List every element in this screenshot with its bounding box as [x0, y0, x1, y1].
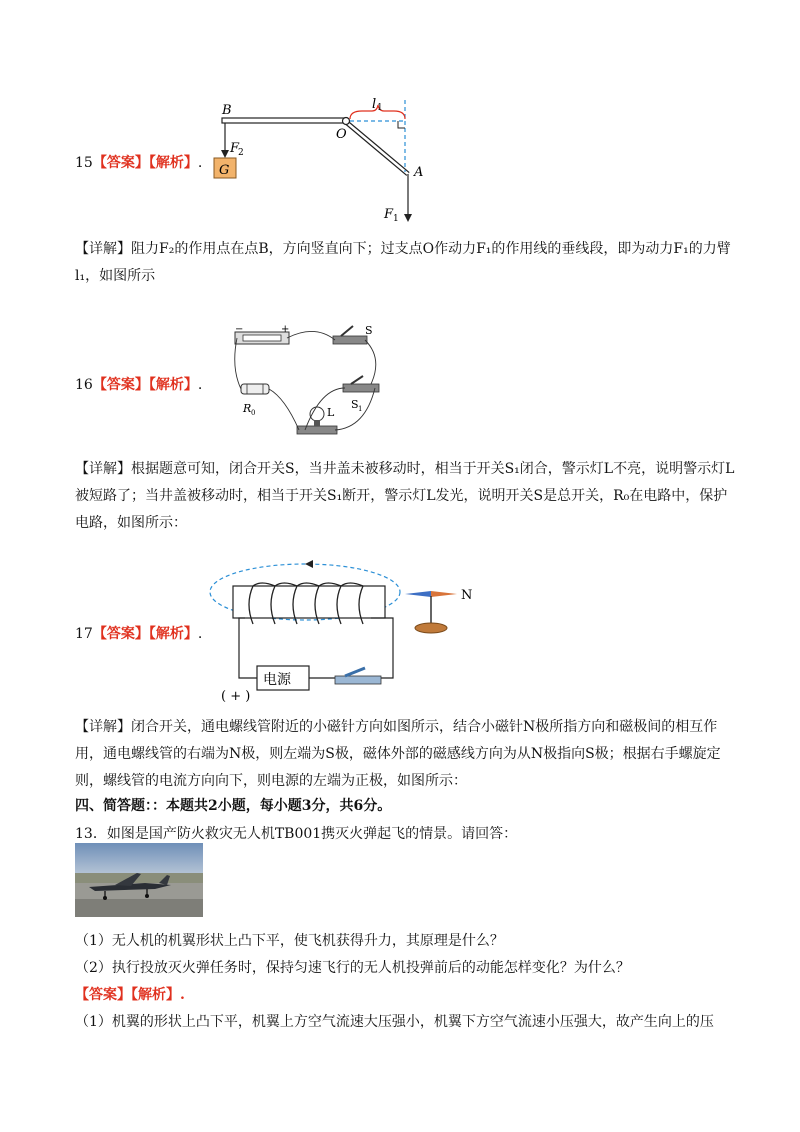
- q16-label-S1-sub: 1: [358, 405, 363, 413]
- q17-detail: 【详解】闭合开关，通电螺线管附近的小磁针方向如图所示，结合小磁针N极所指方向和磁极间的相互作用，通电螺线管的右端为N极，则左端为S极，磁体外部的磁感线方向为从N极指向S极；根据右手螺旋定则，螺线管的电流方向向下，则电源的左端为正极，如图所示：: [75, 719, 721, 789]
- q15-label-F1: F: [384, 207, 394, 222]
- q16-label-R0-sub: 0: [251, 409, 256, 417]
- q16-period: .: [197, 377, 203, 393]
- q17-number: 17: [75, 626, 93, 642]
- q13-sub1: （1）无人机的机翼形状上凸下平，使飞机获得升力，其原理是什么？: [75, 933, 504, 949]
- q15-header: [75, 150, 202, 176]
- section4-heading: 四、简答题：：本题共2小题，每小题3分，共6分。: [75, 798, 392, 814]
- q13-sub2: （2）执行投放灭火弹任务时，保持匀速飞行的无人机投弹前后的动能怎样变化？为什么？: [75, 960, 630, 976]
- q17-analysis-tag: 【解析】: [148, 626, 198, 642]
- q15-label-B: B: [222, 103, 232, 118]
- q15-number: 15: [75, 155, 93, 171]
- q17-answer-tag: 【答案】: [92, 626, 149, 642]
- q13-stem: 13．如图是国产防火救灾无人机TB001携灭火弹起飞的情景。请回答：: [75, 826, 518, 842]
- q16-label-S: S: [365, 324, 373, 337]
- q16-label-S1: S: [351, 398, 359, 411]
- q16-label-R0: R: [243, 402, 252, 415]
- q15-label-O: O: [336, 127, 347, 142]
- q17-solenoid-diagram: [205, 552, 485, 702]
- q15-period: .: [197, 155, 203, 171]
- q15-label-F2-sub: 2: [238, 148, 244, 158]
- q16-label-minus: −: [235, 324, 244, 335]
- q17-header: [75, 621, 202, 647]
- q15-label-F2: F: [230, 141, 240, 156]
- q17-label-N: N: [461, 588, 473, 603]
- q16-label-plus: +: [281, 324, 290, 335]
- q15-analysis-tag: 【解析】: [148, 155, 198, 171]
- q13-tags: 【答案】【解析】.: [75, 987, 185, 1003]
- q17-period: .: [197, 626, 203, 642]
- q15-answer-tag: 【答案】: [92, 155, 149, 171]
- q15-label-A: A: [414, 165, 424, 180]
- q16-detail: 【详解】根据题意可知，闭合开关S，当井盖未被移动时，相当于开关S₁闭合，警示灯L不亮，说明警示灯L被短路了；当井盖被移动时，相当于开关S₁断开，警示灯L发光，说明开关S是总开关，R₀在电路中，保护电路，如图所示：: [75, 461, 735, 531]
- q16-header: [75, 372, 202, 398]
- q17-label-power: 电源: [263, 672, 291, 688]
- q13-answer1: （1）机翼的形状上凸下平，机翼上方空气流速大压强小，机翼下方空气流速小压强大，故产生向上的压: [75, 1014, 714, 1030]
- q16-answer-tag: 【答案】: [92, 377, 149, 393]
- q16-analysis-tag: 【解析】: [148, 377, 198, 393]
- q15-label-l1: l: [372, 97, 377, 112]
- q16-circuit-diagram: [225, 318, 390, 448]
- q16-number: 16: [75, 377, 93, 393]
- q15-label-G: G: [219, 163, 230, 178]
- q13-drone-photo: [75, 843, 203, 917]
- q15-label-F1-sub: 1: [393, 214, 399, 224]
- q15-lever-diagram: [197, 92, 440, 227]
- q15-label-l1-sub: 1: [377, 103, 383, 113]
- q15-detail: 【详解】阻力F₂的作用点在点B，方向竖直向下；过支点O作动力F₁的作用线的垂线段，即为动力F₁的力臂l₁，如图所示: [75, 241, 731, 284]
- q16-label-L: L: [327, 406, 335, 419]
- q17-label-plus: ( + ): [221, 689, 251, 702]
